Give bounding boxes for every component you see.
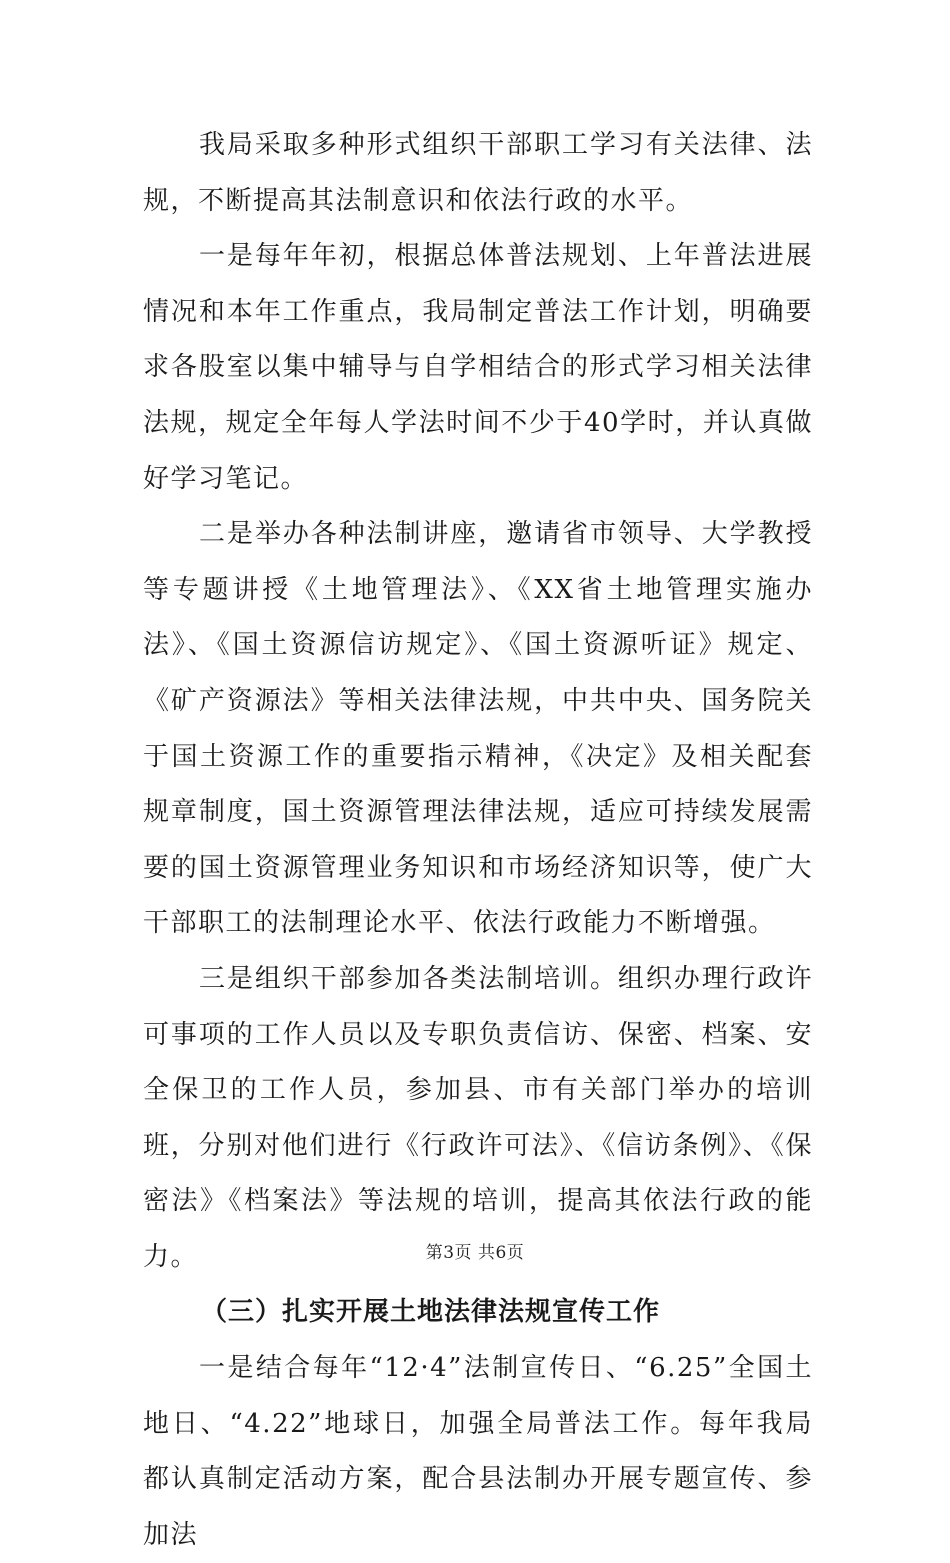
document-body [143, 118, 813, 1563]
paragraph-item-two: 二是举办各种法制讲座，邀请省市领导、大学教授等专题讲授《土地管理法》、《XX省土地管理实施办法》、《国土资源信访规定》、《国土资源听证》规定、《矿产资源法》等相关法律法规，中共中央、国务院关于国土资源工作的重要指示精神，《决定》及相关配套规章制度，国土资源管理法律法规，适应可持续发展需要的国土资源管理业务知识和市场经济知识等，使广大干部职工的法制理论水平、依法行政能力不断增强。 [143, 519, 813, 939]
page-footer: 第3页 共6页 [425, 1243, 525, 1263]
paragraph-intro: 我局采取多种形式组织干部职工学习有关法律、法规，不断提高其法制意识和依法行政的水平。 [143, 130, 813, 216]
paragraph-item-three: 三是组织干部参加各类法制培训。组织办理行政许可事项的工作人员以及专职负责信访、保密、档案、安全保卫的工作人员，参加县、市有关部门举办的培训班，分别对他们进行《行政许可法》、《信访条例》、《保密法》《档案法》等法规的培训，提高其依法行政的能力。 [143, 963, 813, 1272]
paragraph-item-one: 一是每年年初，根据总体普法规划、上年普法进展情况和本年工作重点，我局制定普法工作计划，明确要求各股室以集中辅导与自学相结合的形式学习相关法律法规，规定全年每人学法时间不少于40学时，并认真做好学习笔记。 [143, 241, 813, 494]
section-heading: （三）扎实开展土地法律法规宣传工作 [201, 1297, 661, 1328]
paragraph-promotion: 一是结合每年“12·4”法制宣传日、“6.25”全国土地日、“4.22”地球日，加强全局普法工作。每年我局都认真制定活动方案，配合县法制办开展专题宣传、参加法 [143, 1353, 813, 1550]
